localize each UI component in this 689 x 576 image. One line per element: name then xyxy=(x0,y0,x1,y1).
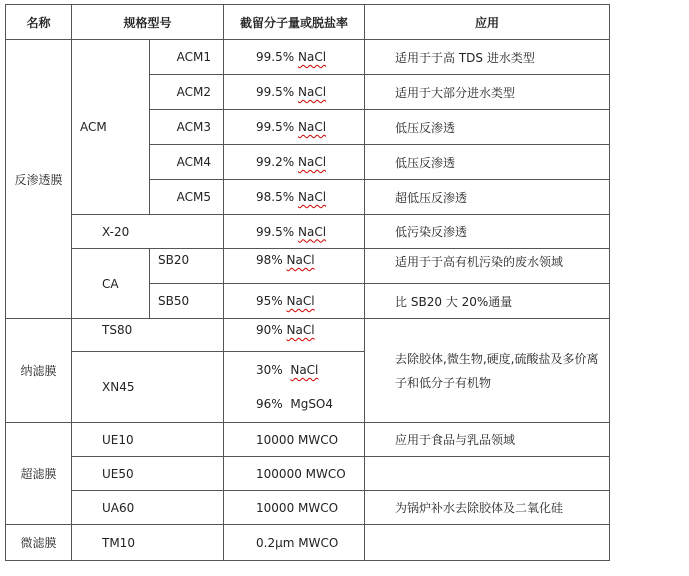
category-uf: 超滤膜 xyxy=(6,423,72,525)
model-cell: TS80 xyxy=(72,319,224,352)
group-acm: ACM xyxy=(72,40,150,215)
table-row xyxy=(6,319,610,352)
model-cell: ACM5 xyxy=(150,180,224,215)
header-model: 规格型号 xyxy=(72,5,224,40)
application-cell: 去除胶体,微生物,硬度,硫酸盐及多价离 子和低分子有机物 xyxy=(365,319,610,423)
model-cell: UE10 xyxy=(72,423,224,457)
table-row xyxy=(6,249,610,284)
rejection-cell: 99.2% NaCl xyxy=(224,145,365,180)
model-cell: ACM1 xyxy=(150,40,224,75)
application-cell xyxy=(365,525,610,561)
table-row xyxy=(6,491,610,525)
model-cell: ACM3 xyxy=(150,110,224,145)
model-cell: ACM2 xyxy=(150,75,224,110)
header-row xyxy=(6,5,610,40)
application-cell: 比 SB20 大 20%通量 xyxy=(365,284,610,319)
table-row xyxy=(6,525,610,561)
model-cell: X-20 xyxy=(72,215,224,249)
rejection-cell: 95% NaCl xyxy=(224,284,365,319)
header-name: 名称 xyxy=(6,5,72,40)
rejection-cell: 99.5% NaCl xyxy=(224,40,365,75)
rejection-cell: 99.5% NaCl xyxy=(224,75,365,110)
rejection-cell: 99.5% NaCl xyxy=(224,110,365,145)
application-cell: 应用于食品与乳品领域 xyxy=(365,423,610,457)
application-cell: 适用于于高有机污染的废水领域 xyxy=(365,249,610,284)
rejection-cell: 0.2μm MWCO xyxy=(224,525,365,561)
model-cell: XN45 xyxy=(72,352,224,423)
header-rejection: 截留分子量或脱盐率 xyxy=(224,5,365,40)
membrane-spec-table xyxy=(5,4,610,561)
model-cell: UE50 xyxy=(72,457,224,491)
table-row xyxy=(6,457,610,491)
application-cell: 超低压反渗透 xyxy=(365,180,610,215)
application-cell: 低压反渗透 xyxy=(365,110,610,145)
rejection-cell: 98% NaCl xyxy=(224,249,365,284)
model-cell: UA60 xyxy=(72,491,224,525)
application-cell xyxy=(365,457,610,491)
application-cell: 适用于于高 TDS 进水类型 xyxy=(365,40,610,75)
application-cell: 低污染反渗透 xyxy=(365,215,610,249)
model-cell: SB50 xyxy=(150,284,224,319)
model-cell: TM10 xyxy=(72,525,224,561)
category-ro: 反渗透膜 xyxy=(6,40,72,319)
rejection-cell: 30% NaCl 96% MgSO4 xyxy=(224,352,365,423)
table-row xyxy=(6,40,610,75)
application-cell: 低压反渗透 xyxy=(365,145,610,180)
rejection-cell: 10000 MWCO xyxy=(224,423,365,457)
rejection-cell: 100000 MWCO xyxy=(224,457,365,491)
model-cell: SB20 xyxy=(150,249,224,284)
application-cell: 为锅炉补水去除胶体及二氧化硅 xyxy=(365,491,610,525)
table-row xyxy=(6,423,610,457)
model-cell: ACM4 xyxy=(150,145,224,180)
rejection-cell: 99.5% NaCl xyxy=(224,215,365,249)
category-nf: 纳滤膜 xyxy=(6,319,72,423)
rejection-cell: 98.5% NaCl xyxy=(224,180,365,215)
table-row xyxy=(6,215,610,249)
rejection-cell: 90% NaCl xyxy=(224,319,365,352)
group-ca: CA xyxy=(72,249,150,319)
header-application: 应用 xyxy=(365,5,610,40)
application-cell: 适用于大部分进水类型 xyxy=(365,75,610,110)
category-mf: 微滤膜 xyxy=(6,525,72,561)
rejection-cell: 10000 MWCO xyxy=(224,491,365,525)
